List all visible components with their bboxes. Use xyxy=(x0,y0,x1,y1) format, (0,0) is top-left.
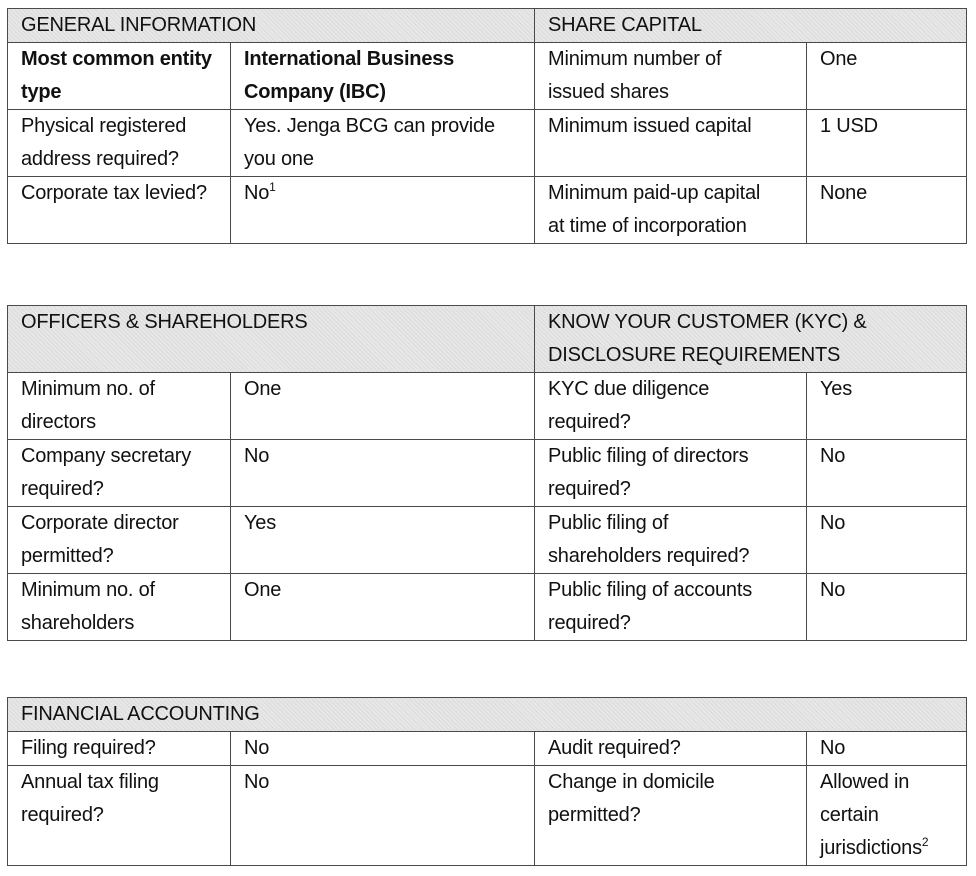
table-row xyxy=(8,110,967,177)
min-shareholders-label: Minimum no. of shareholders xyxy=(8,574,231,641)
table-row xyxy=(8,373,967,440)
kyc-disclosure-header: KNOW YOUR CUSTOMER (KYC) & DISCLOSURE REQUIREMENTS xyxy=(535,306,967,373)
min-issued-shares-value: One xyxy=(807,43,967,110)
min-paid-up-capital-label: Minimum paid-up capital at time of incorporation xyxy=(535,177,807,244)
audit-required-value: No xyxy=(807,732,967,766)
footnote-1: 1 xyxy=(269,180,276,194)
table-row xyxy=(8,440,967,507)
filing-required-value: No xyxy=(231,732,535,766)
min-issued-capital-label: Minimum issued capital xyxy=(535,110,807,177)
min-issued-capital-value: 1 USD xyxy=(807,110,967,177)
corporate-tax-value: No xyxy=(244,182,270,204)
change-domicile-value: Allowed in certain jurisdictions xyxy=(820,771,922,859)
company-secretary-value: No xyxy=(231,440,535,507)
registered-address-value: Yes. Jenga BCG can provide you one xyxy=(231,110,535,177)
officers-kyc-table xyxy=(7,305,967,641)
table-row xyxy=(8,43,967,110)
table-row xyxy=(8,732,967,766)
annual-tax-filing-value: No xyxy=(231,766,535,866)
kyc-due-diligence-label: KYC due diligence required? xyxy=(535,373,807,440)
public-filing-accounts-value: No xyxy=(807,574,967,641)
audit-required-label: Audit required? xyxy=(535,732,807,766)
min-shareholders-value: One xyxy=(231,574,535,641)
annual-tax-filing-label: Annual tax filing required? xyxy=(8,766,231,866)
financial-accounting-table xyxy=(7,697,967,866)
company-secretary-label: Company secretary required? xyxy=(8,440,231,507)
corporate-tax-cell xyxy=(231,177,535,244)
corporate-tax-label: Corporate tax levied? xyxy=(8,177,231,244)
financial-accounting-header: FINANCIAL ACCOUNTING xyxy=(8,698,967,732)
public-filing-shareholders-value: No xyxy=(807,507,967,574)
public-filing-directors-value: No xyxy=(807,440,967,507)
public-filing-shareholders-label: Public filing of shareholders required? xyxy=(535,507,807,574)
registered-address-label: Physical registered address required? xyxy=(8,110,231,177)
table-header-row xyxy=(8,9,967,43)
entity-type-label: Most common entity type xyxy=(8,43,231,110)
entity-type-value: International Business Company (IBC) xyxy=(231,43,535,110)
min-directors-value: One xyxy=(231,373,535,440)
officers-shareholders-header: OFFICERS & SHAREHOLDERS xyxy=(8,306,535,373)
table-header-row xyxy=(8,306,967,373)
min-directors-label: Minimum no. of directors xyxy=(8,373,231,440)
public-filing-directors-label: Public filing of directors required? xyxy=(535,440,807,507)
table-row xyxy=(8,507,967,574)
share-capital-header: SHARE CAPITAL xyxy=(535,9,967,43)
filing-required-label: Filing required? xyxy=(8,732,231,766)
min-paid-up-capital-value: None xyxy=(807,177,967,244)
table-row xyxy=(8,766,967,866)
min-issued-shares-label: Minimum number of issued shares xyxy=(535,43,807,110)
corporate-director-label: Corporate director permitted? xyxy=(8,507,231,574)
table-header-row xyxy=(8,698,967,732)
general-share-capital-table xyxy=(7,8,967,244)
footnote-2: 2 xyxy=(921,835,929,849)
table-row xyxy=(8,574,967,641)
general-information-header: GENERAL INFORMATION xyxy=(8,9,535,43)
change-domicile-label: Change in domicile permitted? xyxy=(535,766,807,866)
table-row xyxy=(8,177,967,244)
change-domicile-cell xyxy=(807,766,967,866)
public-filing-accounts-label: Public filing of accounts required? xyxy=(535,574,807,641)
kyc-due-diligence-value: Yes xyxy=(807,373,967,440)
corporate-director-value: Yes xyxy=(231,507,535,574)
